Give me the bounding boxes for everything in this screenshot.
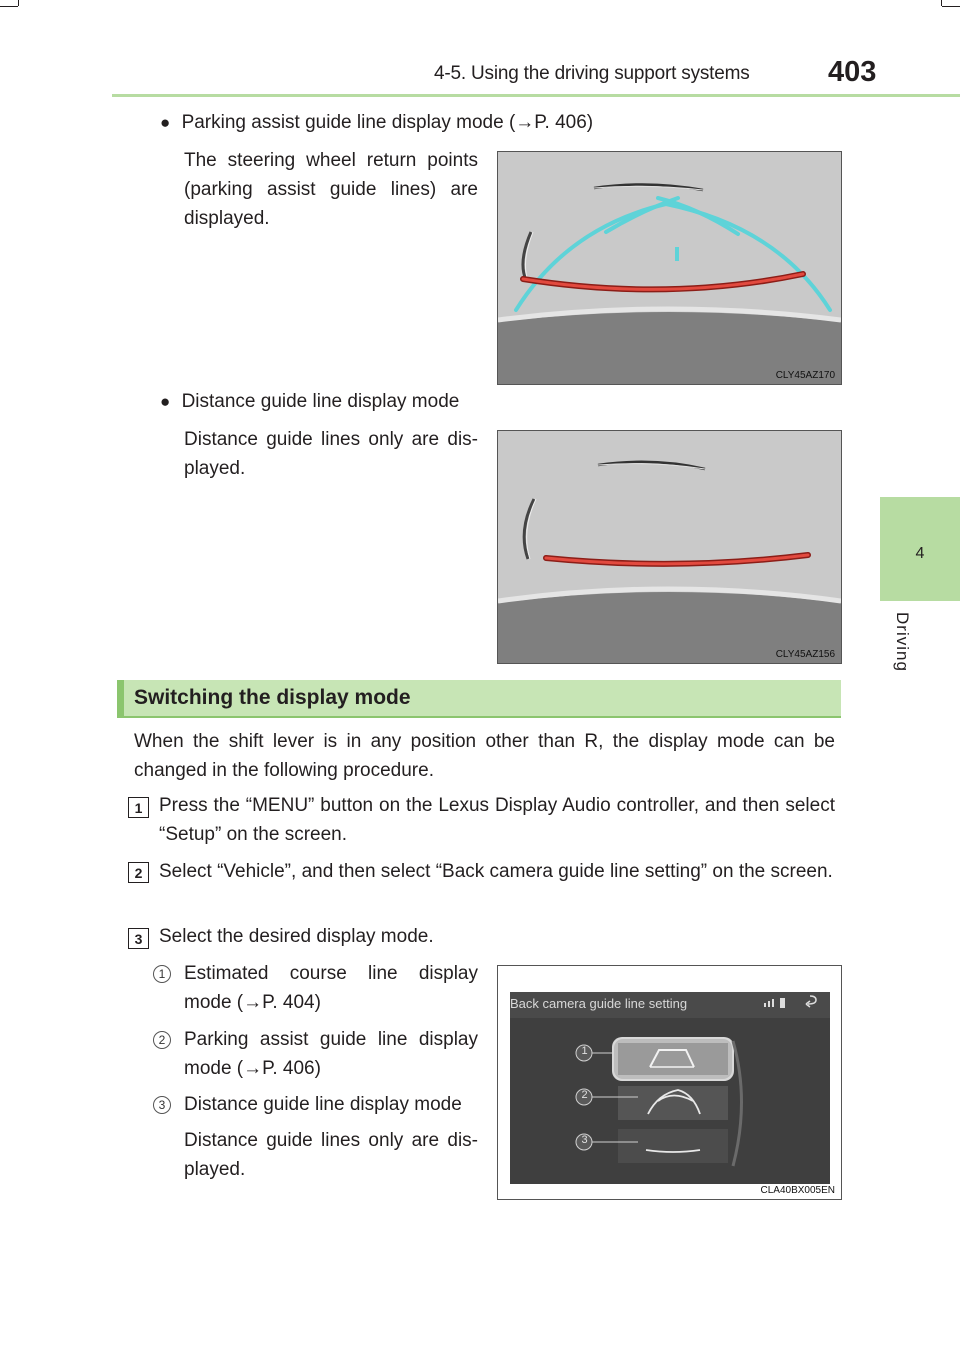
option-number-circle: 1 <box>153 965 171 983</box>
option-note: Distance guide lines only are dis-played. <box>184 1130 478 1180</box>
chapter-label: Driving <box>893 612 912 672</box>
bullet-item <box>160 387 480 416</box>
section-heading-stripe <box>117 680 124 716</box>
figure-distance-lines <box>497 430 842 664</box>
header-rule <box>112 94 960 97</box>
figure-code: CLA40BX005EN <box>760 1185 835 1196</box>
screen-callout: 1 <box>581 1045 588 1057</box>
section-title: Switching the display mode <box>134 686 411 709</box>
figure-code: CLY45AZ156 <box>775 649 835 660</box>
step-number-badge: 3 <box>128 928 149 949</box>
mode-description: Distance guide lines only are dis-played. <box>184 429 478 479</box>
screen-title: Back camera guide line setting <box>510 996 688 1011</box>
figure-setting-screen <box>497 965 842 1200</box>
option-number-circle: 3 <box>153 1096 171 1114</box>
option-text: Distance guide line display mode <box>184 1094 462 1115</box>
option-text: Parking assist guide line display mode (→P. 406) <box>184 1029 478 1079</box>
section-underline <box>117 716 841 718</box>
mode-description: The steering wheel return points (parking assist guide lines) are displayed. <box>184 150 478 229</box>
screen-callout: 2 <box>581 1089 588 1101</box>
option-number-circle: 2 <box>153 1031 171 1049</box>
step-text: Select the desired display mode. <box>159 926 434 947</box>
crop-mark <box>941 0 942 6</box>
step-text: Press the “MENU” button on the Lexus Display Audio controller, and then select “Setup” on the screen. <box>159 795 835 845</box>
step-number-badge: 1 <box>128 797 149 818</box>
bullet-text: Parking assist guide line display mode (→P. 406) <box>181 112 594 133</box>
step-number-badge: 2 <box>128 862 149 883</box>
chapter-number: 4 <box>915 545 925 562</box>
step-text: Select “Vehicle”, and then select “Back camera guide line setting” on the screen. <box>159 861 833 882</box>
figure-code: CLY45AZ170 <box>775 370 835 381</box>
bullet-text: Distance guide line display mode <box>181 391 460 412</box>
crop-mark <box>0 6 18 7</box>
bullet-dot-icon: ● <box>160 113 171 132</box>
page-number: 403 <box>828 56 877 88</box>
section-intro: When the shift lever is in any position other than R, the display mode can be changed in the following procedure. <box>134 731 835 781</box>
figure-parking-assist-lines <box>497 151 842 385</box>
crop-mark <box>942 6 960 7</box>
option-text: Estimated course line display mode (→P. 404) <box>184 963 478 1013</box>
screen-callout: 3 <box>581 1134 588 1146</box>
bullet-item <box>160 108 680 137</box>
running-header-section: 4-5. Using the driving support systems <box>434 63 750 84</box>
bullet-dot-icon: ● <box>160 392 171 411</box>
crop-mark <box>18 0 19 6</box>
